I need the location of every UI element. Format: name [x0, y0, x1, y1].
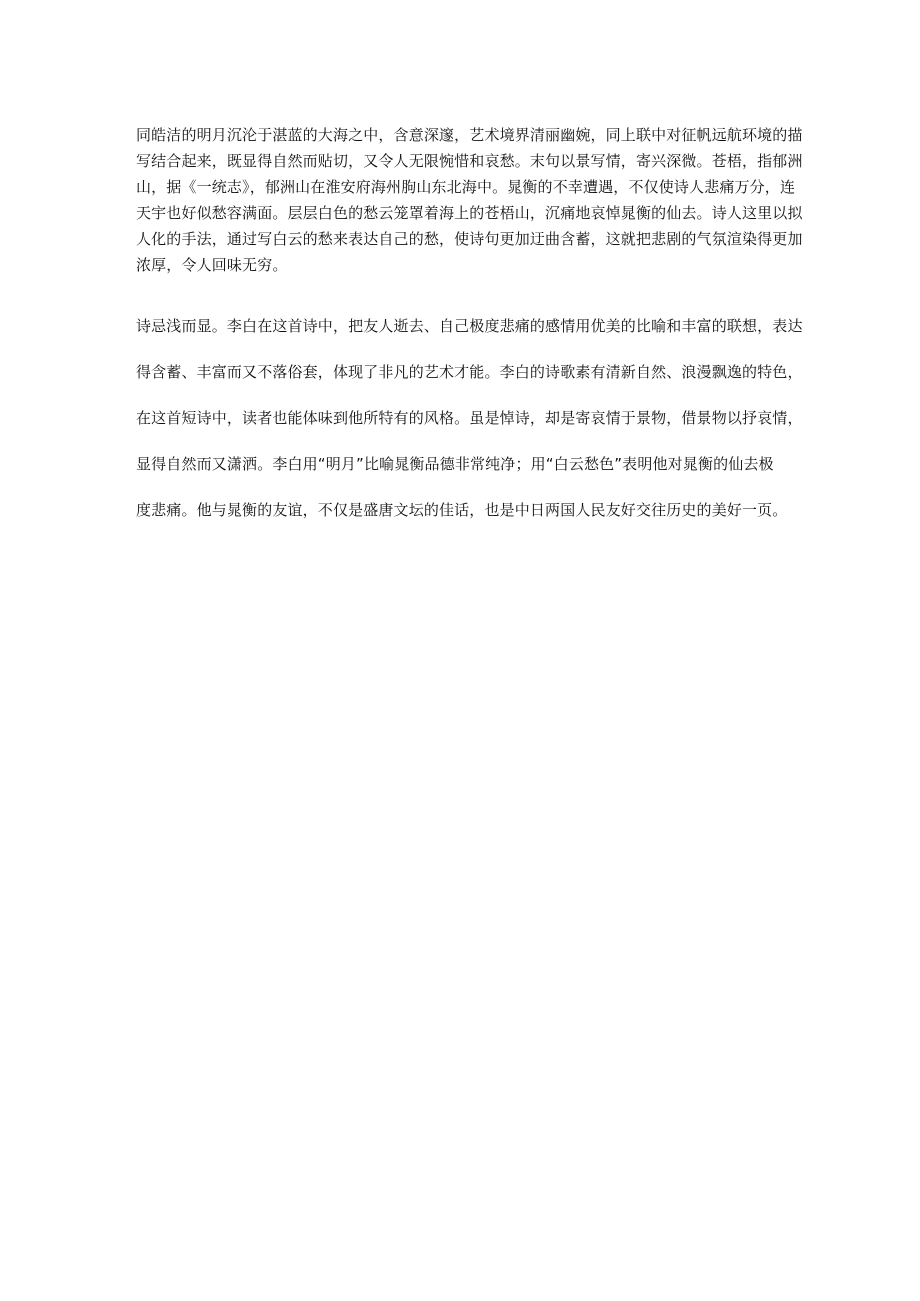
- paragraph-1: [136, 122, 803, 278]
- paragraph-2-line: 在这首短诗中，读者也能体味到他所特有的风格。虽是悼诗，却是寄哀情于景物，借景物以抒哀情，: [136, 409, 803, 427]
- paragraph-2-line: 显得自然而又潇洒。李白用“明月”比喻晁衡品德非常纯净；用“白云愁色”表明他对晁衡的仙去极: [136, 455, 774, 473]
- paragraph-2-line: 得含蓄、丰富而又不落俗套，体现了非凡的艺术才能。李白的诗歌素有清新自然、浪漫飘逸的特色，: [136, 363, 803, 381]
- paragraph-2-line: 诗忌浅而显。李白在这首诗中，把友人逝去、自己极度悲痛的感情用优美的比喻和丰富的联想，表达: [136, 317, 803, 335]
- paragraph-1-line: 浓厚，令人回味无穷。: [136, 256, 288, 274]
- paragraph-1-line: 天宇也好似愁容满面。层层白色的愁云笼罩着海上的苍梧山，沉痛地哀悼晁衡的仙去。诗人这里以拟: [136, 204, 803, 222]
- paragraph-1-line: 人化的手法，通过写白云的愁来表达自己的愁，使诗句更加迂曲含蓄，这就把悲剧的气氛渲染得更加: [136, 230, 803, 248]
- paragraph-1-line: 同皓洁的明月沉沦于湛蓝的大海之中，含意深邃，艺术境界清丽幽婉，同上联中对征帆远航环境的描: [136, 126, 803, 144]
- paragraph-2-line: 度悲痛。他与晁衡的友谊，不仅是盛唐文坛的佳话，也是中日两国人民友好交往历史的美好一页。: [136, 501, 788, 519]
- paragraph-1-line: 山，据《一统志》，郁洲山在淮安府海州朐山东北海中。晁衡的不幸遭遇，不仅使诗人悲痛万分，连: [136, 178, 796, 196]
- paragraph-2: [136, 303, 803, 533]
- paragraph-1-line: 写结合起来，既显得自然而贴切，又令人无限惋惜和哀愁。末句以景写情，寄兴深微。苍梧，指郁洲: [136, 152, 803, 170]
- document-body: [136, 122, 803, 533]
